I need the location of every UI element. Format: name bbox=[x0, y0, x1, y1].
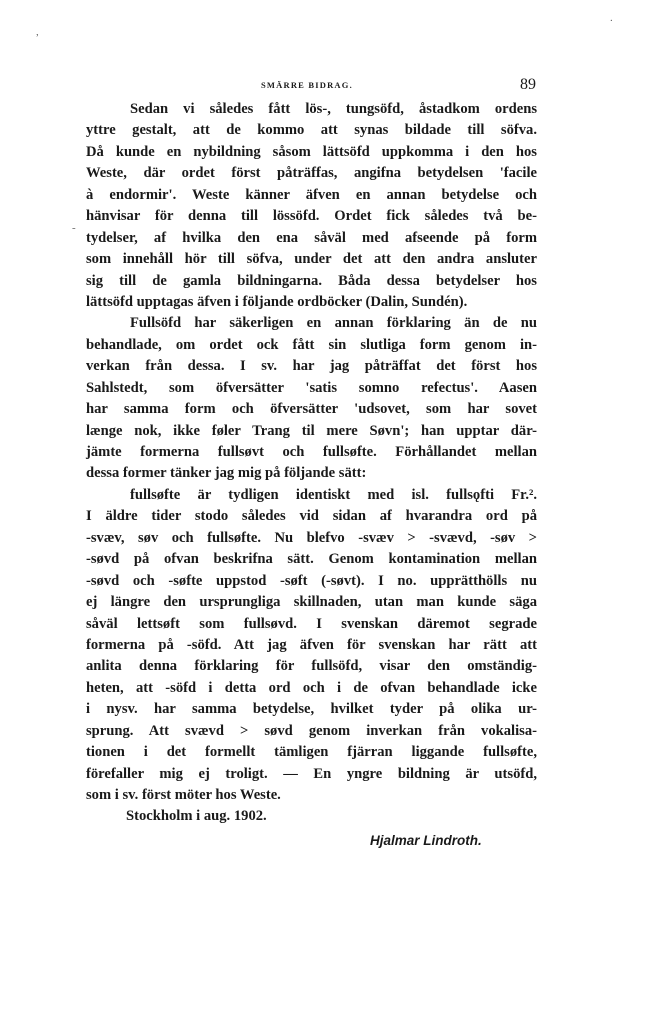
text-line: à endormir'. Weste känner äfven en annan betydelse och bbox=[86, 186, 537, 203]
text-line: sig till de gamla bildningarna. Båda dessa betydelser hos bbox=[86, 272, 537, 289]
page-header bbox=[86, 76, 536, 98]
running-title: SMÄRRE BIDRAG. bbox=[261, 80, 353, 90]
text-line: formerna på -söfd. Att jag äfven för svenskan har rätt att bbox=[86, 636, 537, 653]
text-line: som innehåll hör till söfva, under det att den andra ansluter bbox=[86, 251, 537, 268]
text-line: ej längre den ursprungliga skillnaden, utan man kunde säga bbox=[86, 594, 537, 611]
text-line: sprung. Att svævd > søvd genom inverkan från vokalisa- bbox=[86, 722, 537, 739]
dateline: Stockholm i aug. 1902. bbox=[126, 808, 267, 825]
text-line: -svæv, søv och fullsøfte. Nu blefvo -svæv > -svævd, -søv > bbox=[86, 529, 537, 546]
margin-mark: , bbox=[36, 26, 39, 38]
page-number: 89 bbox=[520, 76, 536, 93]
text-line: har samma form och öfversätter 'udsovet, som har sovet bbox=[86, 401, 537, 418]
text-line: Då kunde en nybildning såsom lättsöfd uppkomma i den hos bbox=[86, 143, 537, 160]
text-line: tydelser, af hvilka den ena såväl med afseende på form bbox=[86, 229, 537, 246]
text-line: jämte formerna fullsøvt och fullsøfte. Förhållandet mellan bbox=[86, 444, 537, 460]
text-line: tionen i det formellt tämligen fjärran liggande fullsøfte, bbox=[86, 744, 537, 761]
text-line: lättsöfd upptagas äfven i följande ordböcker (Dalin, Sundén). bbox=[86, 293, 468, 310]
text-line: Sedan vi således fått lös-, tungsöfd, åstadkom ordens bbox=[130, 101, 537, 117]
margin-mark: - bbox=[72, 222, 76, 234]
text-line: såväl lettsøft som fullsøvd. I svenskan däremot segrade bbox=[86, 615, 537, 632]
text-line: I äldre tider stodo således vid sidan af hvarandra ord på bbox=[86, 508, 537, 525]
text-line: i nysv. har samma betydelse, hvilket tyder på olika ur- bbox=[86, 701, 537, 718]
margin-mark: . bbox=[610, 12, 613, 24]
text-line: heten, att -söfd i detta ord och i de ofvan behandlade icke bbox=[86, 679, 537, 696]
text-line: fullsøfte är tydligen identiskt med isl. fullsǫfti Fr.². bbox=[130, 486, 537, 503]
text-line: verkan från dessa. I sv. har jag påträffat det först hos bbox=[86, 358, 537, 375]
author-signature: Hjalmar Lindroth. bbox=[370, 833, 482, 848]
text-line: Fullsöfd har säkerligen en annan förklaring än de nu bbox=[130, 315, 537, 332]
text-line: -søvd och -søfte uppstod -søft (-søvt). I no. upprätthölls nu bbox=[86, 572, 537, 589]
text-line: Weste, där ordet först påträffas, angifna betydelsen 'facile bbox=[86, 165, 537, 182]
text-line: -søvd på ofvan beskrifna sätt. Genom kontamination mellan bbox=[86, 551, 537, 568]
text-line: Sahlstedt, som öfversätter 'satis somno refectus'. Aasen bbox=[86, 379, 537, 396]
body-text bbox=[86, 99, 537, 828]
text-line: hänvisar för denna till lössöfd. Ordet fick således två be- bbox=[86, 208, 537, 225]
text-line: anlita denna förklaring för fullsöfd, visar den omständig- bbox=[86, 658, 537, 675]
text-line: dessa former tänker jag mig på följande sätt: bbox=[86, 465, 367, 482]
text-line: behandlade, om ordet ock fått sin slutliga form genom in- bbox=[86, 336, 537, 353]
text-line: længe nok, ikke føler Trang til mere Søvn'; han upptar där- bbox=[86, 422, 537, 439]
text-line: yttre gestalt, att de kommo att synas bildade till söfva. bbox=[86, 122, 537, 139]
text-line: förefaller mig ej troligt. — En yngre bildning är utsöfd, bbox=[86, 765, 537, 782]
text-line: som i sv. först möter hos Weste. bbox=[86, 787, 281, 803]
